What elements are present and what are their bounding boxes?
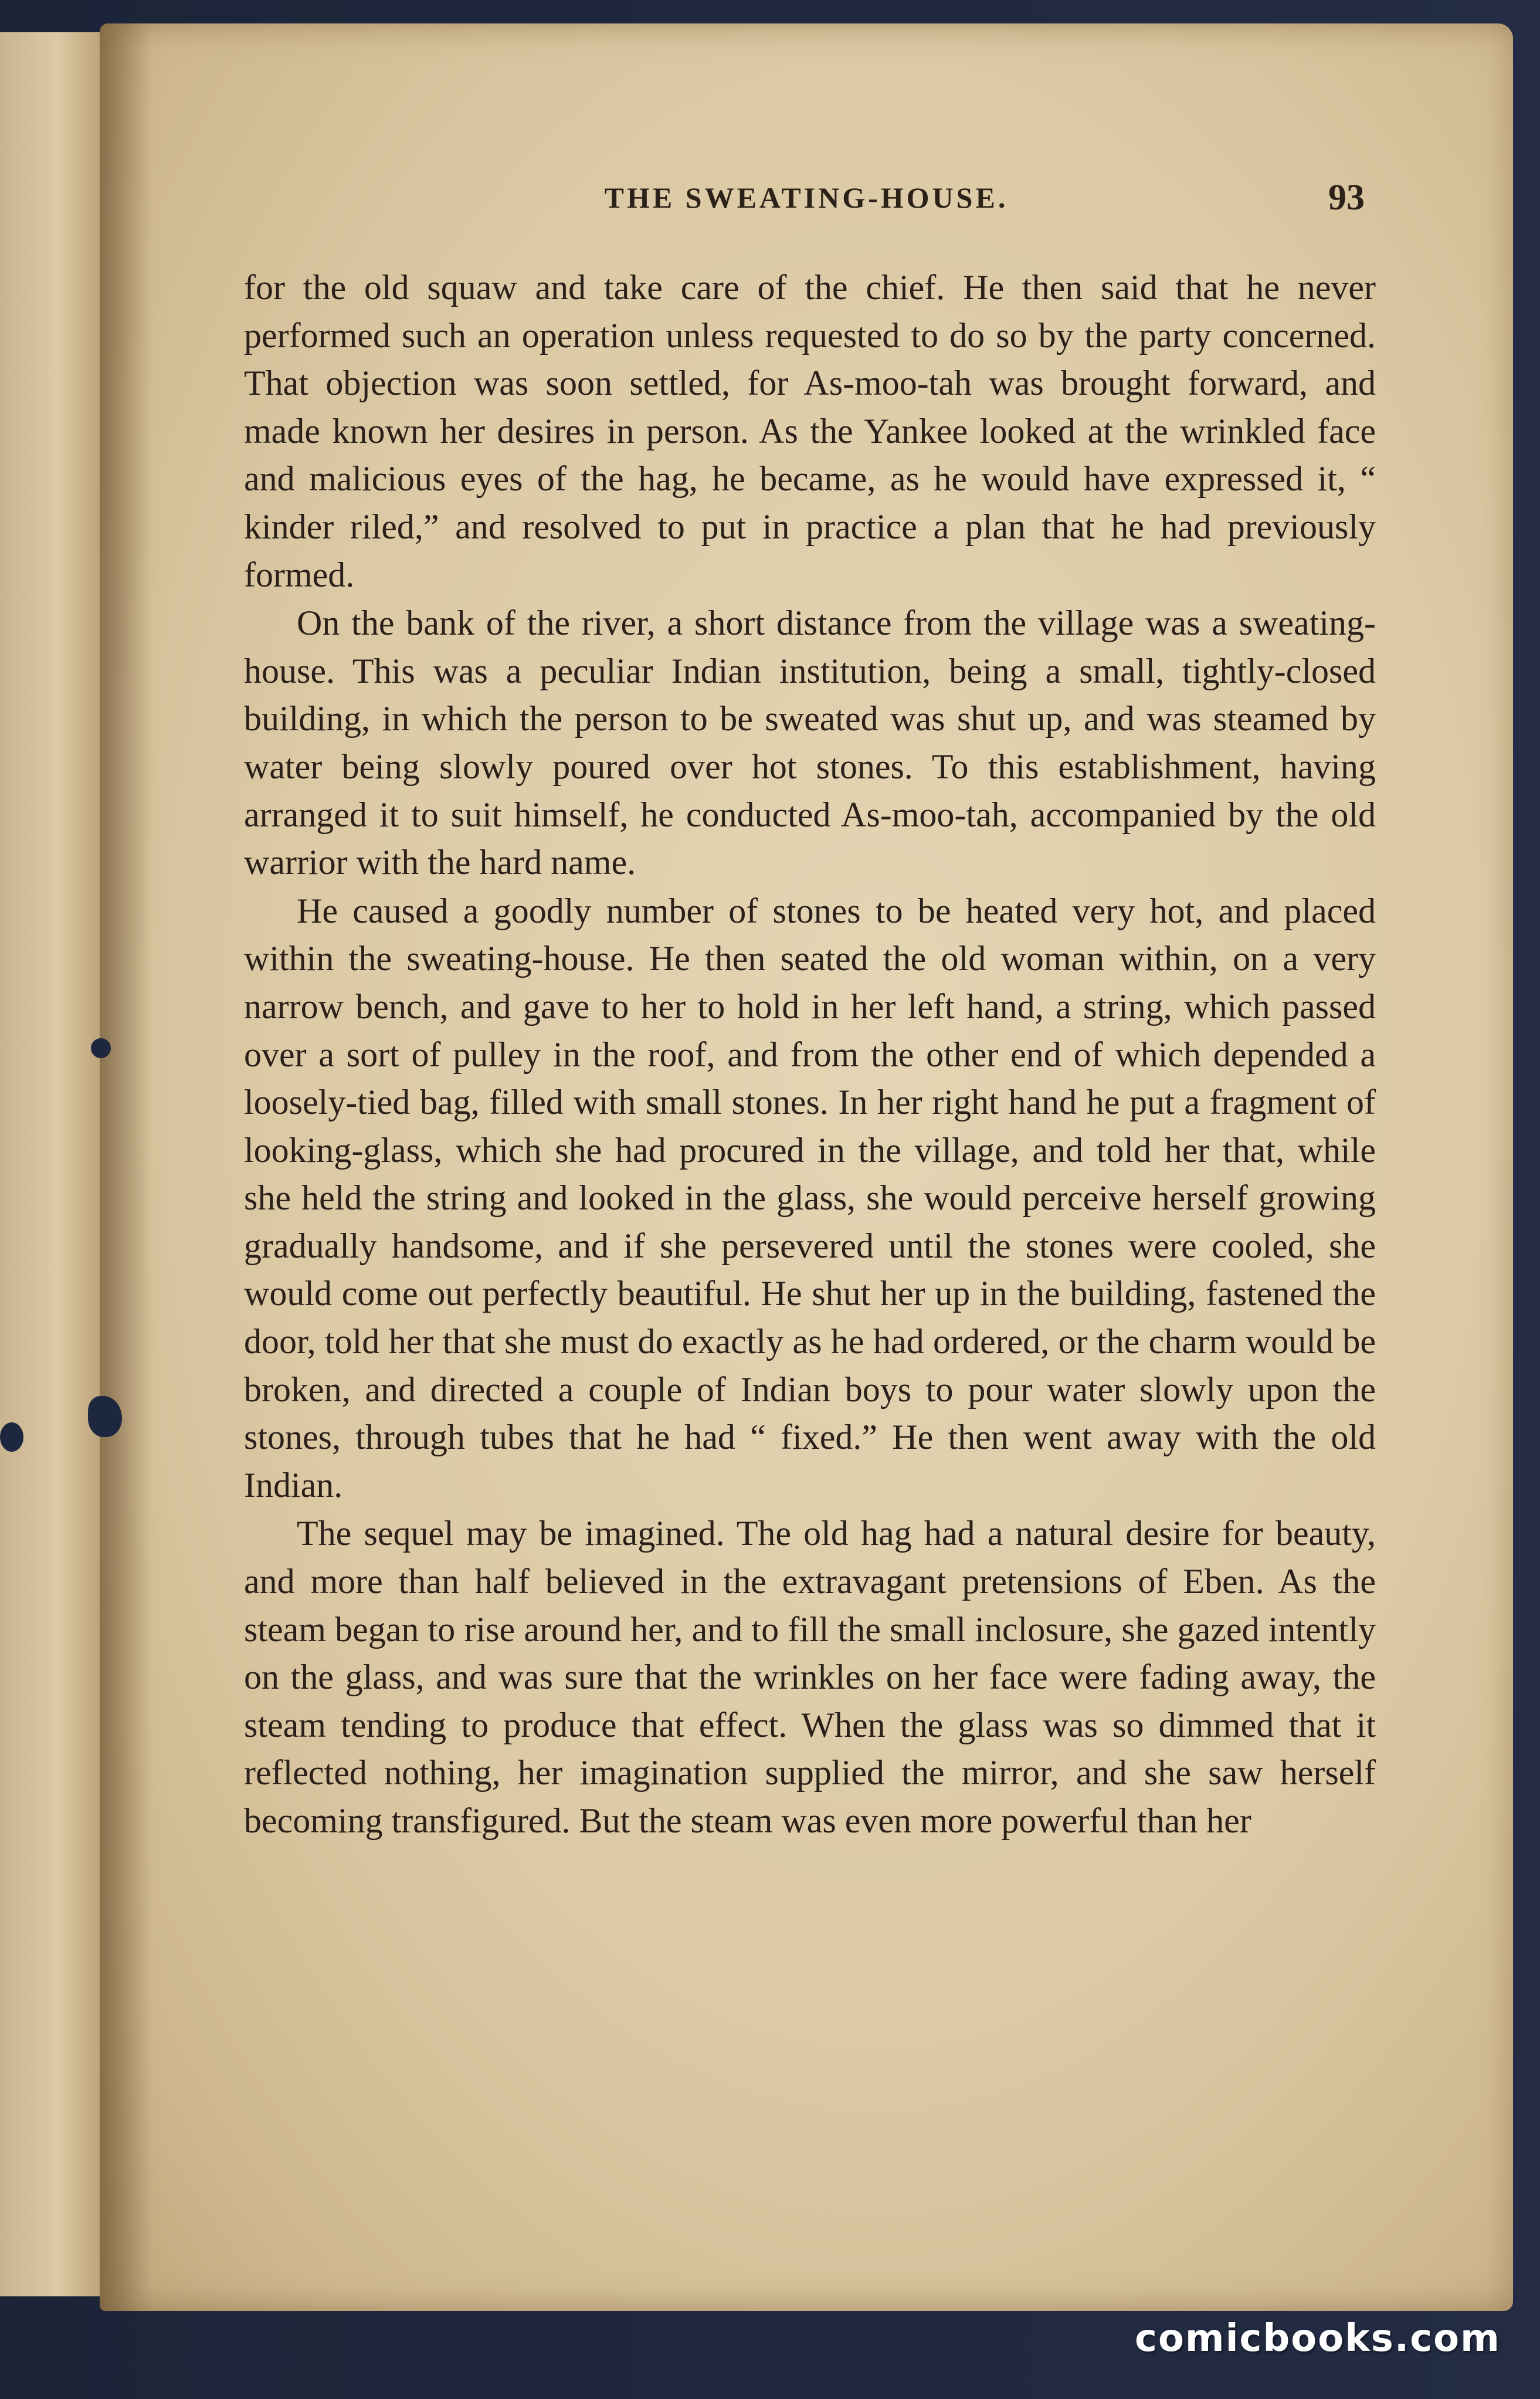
book-page xyxy=(100,23,1513,2311)
page-number: 93 xyxy=(1328,178,1365,218)
watermark: comicbooks.com xyxy=(1135,2317,1501,2360)
page-damage-hole xyxy=(0,1422,23,1452)
paragraph-1: for the old squaw and take care of the chief. He then said that he never performed such an operation unless requested to do so by the party concerned. That objection was soon settled, for As-moo-tah was brought forward, and made known her desires in person. As the Yankee looked at the wrinkled face and malicious eyes of the hag, he became, as he would have expressed it, “ kinder riled,” and resolved to put in practice a plan that he had previously formed. xyxy=(244,268,1376,594)
page-damage-hole xyxy=(91,1038,111,1058)
paragraph-2: On the bank of the river, a short distance from the village was a sweating-house. This was a peculiar Indian institution, being a small, tightly-closed building, in which the person to be sweated was shut up, and was steamed by water being slowly poured over hot stones. To this establishment, having arranged it to suit himself, he conducted As-moo-tah, accompanied by the old warrior with the hard name. xyxy=(244,604,1376,882)
body-text xyxy=(244,264,1376,1845)
paragraph-4: The sequel may be imagined. The old hag had a natural desire for beauty, and more than half believed in the extravagant pretensions of Eben. As the steam began to rise around her, and to fill the small inclosure, she gazed intently on the glass, and was sure that the wrinkles on her face were fading away, the steam tending to produce that effect. When the glass was so dimmed that it reflected nothing, her imagination supplied the mirror, and she saw herself becoming transfigured. But the steam was even more powerful than her xyxy=(244,1514,1376,1840)
paragraph-3: He caused a goodly number of stones to be heated very hot, and placed within the sweating-house. He then seated the old woman within, on a very narrow bench, and gave to her to hold in her left hand, a string, which passed over a sort of pulley in the roof, and from the other end of which depended a loosely-tied bag, filled with small stones. In her right hand he put a fragment of looking-glass, which she had procured in the village, and told her that, while she held the string and looked in the glass, she would perceive herself growing gradually handsome, and if she persevered until the stones were cooled, she would come out perfectly beautiful. He shut her up in the building, fastened the door, told her that she must do exactly as he had ordered, or the charm would be broken, and directed a couple of Indian boys to pour water slowly upon the stones, through tubes that he had “ fixed.” He then went away with the old Indian. xyxy=(244,891,1376,1505)
facing-page-edge xyxy=(0,32,109,2296)
running-head: THE SWEATING-HOUSE. xyxy=(604,181,1009,214)
spine-shadow xyxy=(100,23,152,2311)
